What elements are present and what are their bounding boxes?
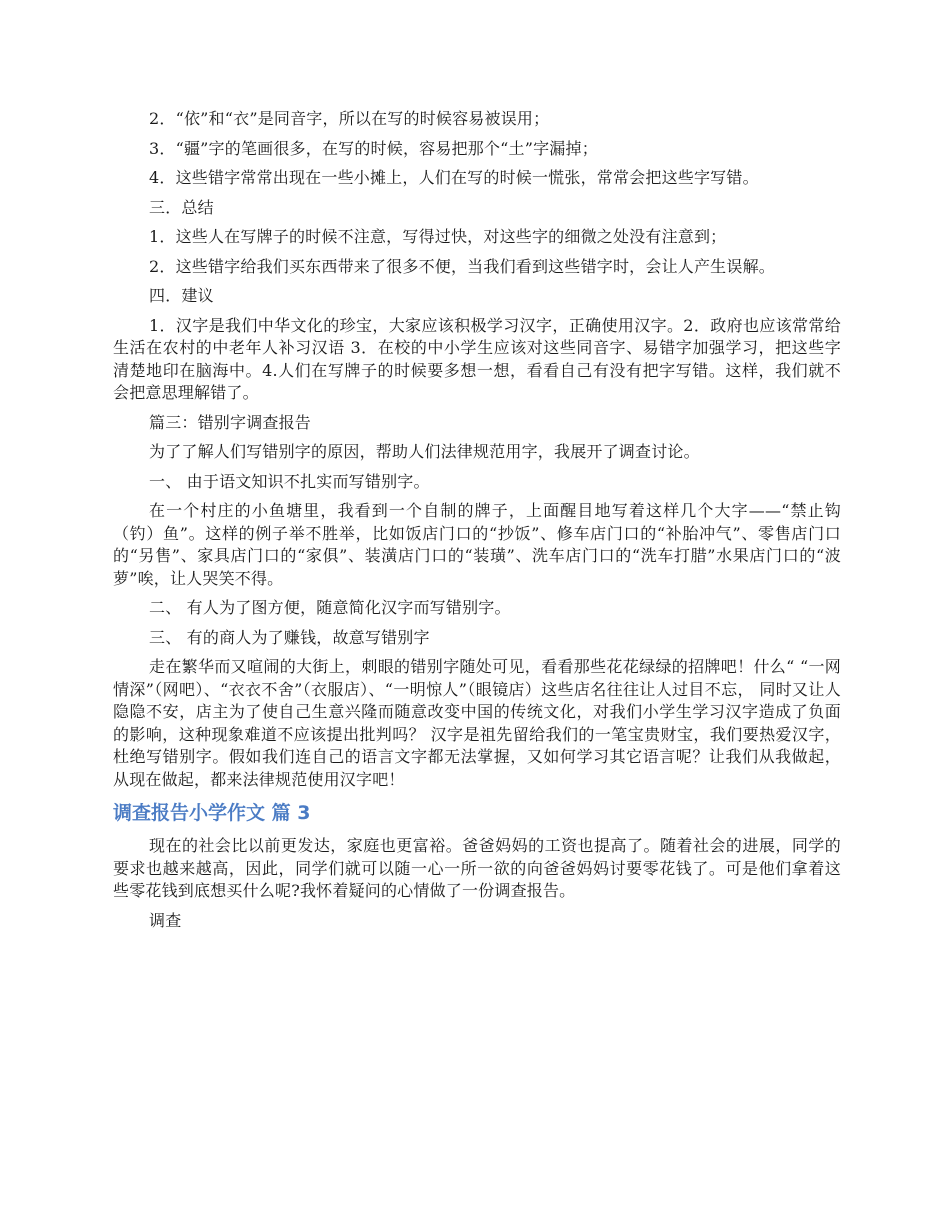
- paragraph: 3．“疆”字的笔画很多，在写的时候，容易把那个“土”字漏掉；: [149, 138, 598, 158]
- section-subheading: 三、 有的商人为了赚钱，故意写错别字: [149, 627, 430, 647]
- section-subheading: 一、 由于语文知识不扎实而写错别字。: [149, 471, 430, 491]
- paragraph: 现在的社会比以前更发达，家庭也更富裕。爸爸妈妈的工资也提高了。随着社会的进展，同学的要求也越来越高，因此，同学们就可以随一心一所一欲的向爸爸妈妈讨要零花钱了。可是他们拿着这些零花钱到底想买什么呢?我怀着疑问的心情做了一份调查报告。: [113, 836, 841, 900]
- section-subheading: 篇三：错别字调查报告: [149, 412, 312, 432]
- paragraph: 4．这些错字常常出现在一些小摊上，人们在写的时候一慌张，常常会把这些字写错。: [149, 168, 759, 187]
- section-heading: 调查报告小学作文 篇 3: [113, 802, 311, 824]
- paragraph: 1．这些人在写牌子的时候不注意，写得过快，对这些字的细微之处没有注意到；: [149, 227, 727, 246]
- section-subheading: 三．总结: [149, 197, 214, 217]
- paragraph: 2．“依”和“衣”是同音字，所以在写的时候容易被误用；: [149, 109, 550, 128]
- paragraph: 2．这些错字给我们买东西带来了很多不便，当我们看到这些错字时，会让人产生误解。: [149, 256, 775, 276]
- paragraph: 调查: [149, 910, 182, 930]
- section-subheading: 四．建议: [149, 286, 214, 305]
- document-body: [113, 108, 841, 932]
- paragraph: 走在繁华而又喧闹的大街上，刺眼的错别字随处可见，看看那些花花绿绿的招牌吧！什么“ “一网情深”（网吧）、“衣衣不舍”（衣服店）、“一明惊人”（眼镜店）这些店名往往让人过目不忘， 同时又让人隐隐不安，店主为了使自己生意兴隆而随意改变中国的传统文化，对我们小学生学习汉字造成了负面的影响，这种现象难道不应该提出批判吗？ 汉字是祖先留给我们的一笔宝贵财宝，我们要热爱汉字，杜绝写错别字。假如我们连自己的语言文字都无法掌握，又如何学习其它语言呢？让我们从我做起，从现在做起，都来法律规范使用汉字吧！: [113, 657, 841, 789]
- paragraph: 1．汉字是我们中华文化的珍宝，大家应该积极学习汉字，正确使用汉字。2．政府也应该常常给生活在农村的中老年人补习汉语 3．在校的中小学生应该对这些同音字、易错字加强学习，把这些字清楚地印在脑海中。4.人们在写牌子的时候要多想一想，看看自己有没有把字写错。这样，我们就不会把意思理解错了。: [113, 315, 841, 402]
- section-subheading: 二、 有人为了图方便，随意简化汉字而写错别字。: [149, 598, 511, 617]
- paragraph: 为了了解人们写错别字的原因，帮助人们法律规范用字，我展开了调查讨论。: [149, 442, 700, 461]
- paragraph: 在一个村庄的小鱼塘里，我看到一个自制的牌子，上面醒目地写着这样几个大字——“禁止钩（钓）鱼”。这样的例子举不胜举，比如饭店门口的“抄饭”、修车店门口的“补胎冲气”、零售店门口的“另售”、家具店门口的“家俱”、装潢店门口的“装璜”、洗车店门口的“洗车打腊”水果店门口的“波萝”唉，让人哭笑不得。: [113, 501, 841, 588]
